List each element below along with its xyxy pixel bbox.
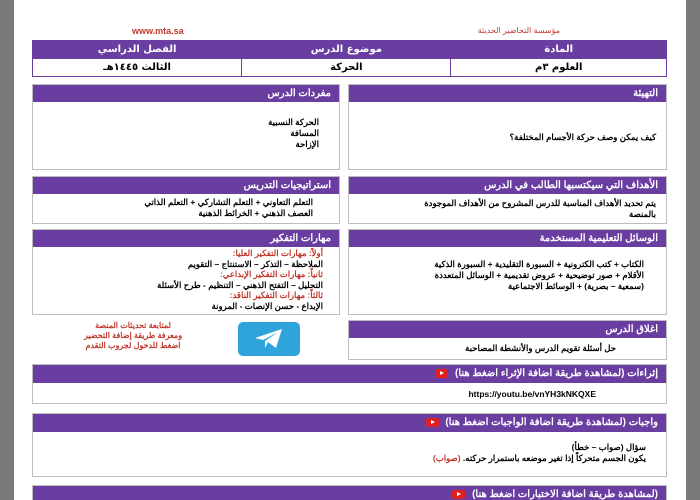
tests-box (32, 485, 667, 500)
vocab-item: الحركة النسبية (268, 117, 319, 127)
thinking-text (33, 247, 339, 315)
thinking-heading: أولاً: مهارات التفكير العليا: (232, 248, 323, 258)
homework-box (32, 413, 667, 477)
promo-line: لمتابعة تحديثات المنصة (95, 321, 171, 330)
media-box (348, 229, 667, 315)
site-url[interactable]: www.mta.sa (132, 26, 184, 36)
enrichment-box (32, 364, 667, 404)
promo-line: اضغط للدخول لجروب التقدم (85, 341, 181, 350)
warmup-title: التهيئة (349, 85, 666, 102)
media-title: الوسائل التعليمية المستخدمة (349, 230, 666, 247)
vocab-box (32, 84, 340, 170)
subject-value: العلوم ٣م (451, 59, 667, 77)
thinking-line: الإبداع - حسن الإنصات - المرونة (211, 300, 323, 311)
objectives-text (349, 194, 666, 224)
thinking-line: الملاحظة – التذكر – الاستنتاج – التقويم (187, 258, 323, 269)
strategies-title: استراتيجيات التدريس (33, 177, 339, 194)
thinking-line: التحليل – التفتح الذهني – التنظيم - طرح الأسئلة (157, 279, 323, 290)
closing-box (348, 320, 667, 360)
promo-line: ومعرفة طريقة إضافة التحضير (83, 331, 183, 340)
thinking-box (32, 229, 340, 315)
tests-link[interactable]: (لمشاهدة طريقة اضافة الاختبارات اضغط هنا) (472, 489, 658, 500)
youtube-icon[interactable] (452, 490, 465, 499)
objectives-line: بالمنصة (629, 209, 656, 219)
homework-link[interactable]: (لمشاهدة طريقة اضافة الواجبات اضغط هنا) (445, 417, 626, 428)
media-line: الكتاب + كتب الكترونية + السبورة التقليدية + السبورة الذكية (434, 259, 644, 269)
thinking-heading: ثانياً: مهارات التفكير الإبداعي: (219, 269, 323, 279)
media-line: (سمعية – بصرية) + الوسائط الاجتماعية (508, 281, 644, 291)
strategies-line: التعلم التعاوني + التعلم التشاركي + التعلم الذاتي (144, 197, 313, 207)
media-text (349, 247, 666, 296)
vocab-title: مفردات الدرس (33, 85, 339, 102)
topic-header: موضوع الدرس (242, 41, 451, 59)
objectives-line: يتم تحديد الأهداف المناسبة للدرس المشروح من الأهداف الموجودة (424, 198, 656, 208)
media-line: الأقلام + صور توضيحية + عروض تقديمية + الوسائل المتعددة (434, 270, 644, 280)
strategies-line: العصف الذهني + الخرائط الذهنية (198, 208, 313, 218)
vocab-list (33, 102, 339, 154)
warmup-text: كيف يمكن وصف حركة الأجسام المختلفة؟ (509, 132, 656, 142)
enrichment-title: إثراءات (627, 368, 658, 379)
warmup-box (348, 84, 667, 170)
closing-title: اغلاق الدرس (349, 321, 666, 338)
homework-title: واجبات (628, 417, 658, 428)
org-name: مؤسسة التحاضير الحديثة (477, 26, 560, 35)
enrichment-url[interactable]: https://youtu.be/vnYH3kNKQXE (468, 389, 596, 399)
homework-title-bar (33, 414, 666, 432)
semester-header: الفصل الدراسي (33, 41, 242, 59)
strategies-box (32, 176, 340, 224)
subject-header: المادة (451, 41, 667, 59)
youtube-icon[interactable] (435, 369, 448, 378)
semester-value: الثالث ١٤٤٥هـ (33, 59, 242, 77)
objectives-title: الأهداف التي سيكتسبها الطالب في الدرس (349, 177, 666, 194)
lesson-plan-page (14, 0, 686, 500)
enrichment-link[interactable]: (لمشاهدة طريقة اضافة الإثراء اضغط هنا) (455, 368, 625, 379)
enrichment-title-bar (33, 365, 666, 383)
closing-text: حل أسئلة تقويم الدرس والأنشطة المصاحبة (465, 343, 616, 353)
thinking-title: مهارات التفكير (33, 230, 339, 247)
telegram-promo-text[interactable] (44, 321, 222, 351)
tests-title-bar (33, 486, 666, 500)
homework-statement: يكون الجسم متحركاً إذا تغير موضعه باستمرار حركته. (462, 453, 646, 463)
vocab-item: المسافة (290, 128, 319, 138)
youtube-icon[interactable] (426, 418, 439, 427)
homework-question: سؤال (صواب – خطأ) (571, 442, 646, 452)
telegram-icon[interactable] (238, 322, 300, 356)
objectives-box (348, 176, 667, 224)
topic-value: الحركة (242, 59, 451, 77)
thinking-heading: ثالثاً: مهارات التفكير الناقد: (229, 290, 323, 300)
homework-answer: (صواب) (432, 453, 461, 463)
homework-text (33, 432, 666, 468)
vocab-item: الإزاحة (295, 139, 319, 149)
info-table (32, 40, 667, 77)
strategies-text (33, 194, 339, 223)
